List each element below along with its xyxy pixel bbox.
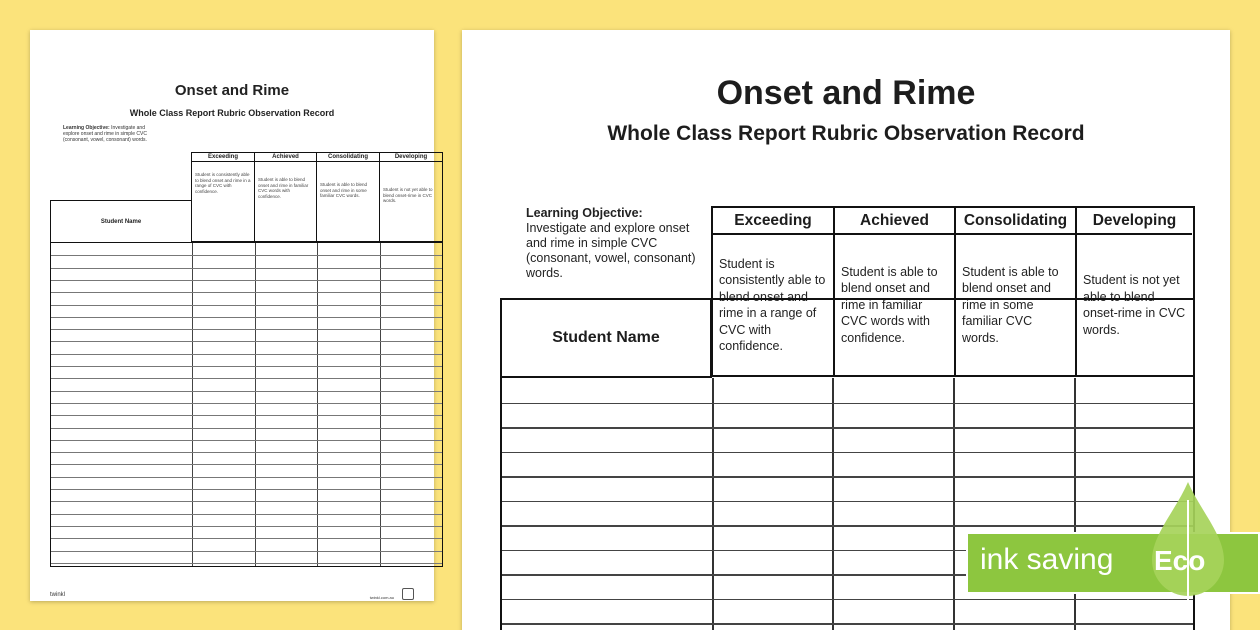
thumbnail-row-line bbox=[51, 538, 442, 539]
thumbnail-student-rows bbox=[50, 242, 443, 567]
thumbnail-level-consolidating: Consolidating bbox=[316, 152, 380, 242]
page-subtitle: Whole Class Report Rubric Observation Record bbox=[607, 122, 1085, 145]
thumbnail-subtitle: Whole Class Report Rubric Observation Record bbox=[129, 108, 335, 118]
thumbnail-desc-achieved: Student is able to blend onset and rime in familiar CVC words with confidence. bbox=[258, 177, 309, 199]
thumbnail-row-line bbox=[51, 514, 442, 515]
level-name: Achieved bbox=[835, 208, 954, 235]
objective-label: Learning Objective: bbox=[526, 206, 643, 220]
thumbnail-objective: Learning Objective: Investigate and explore onset and rime in simple CVC (consonant, vowel, consonant) words. bbox=[63, 125, 147, 143]
thumbnail-desc-consolidating: Student is able to blend onset and rime in some familiar CVC words. bbox=[320, 182, 368, 198]
table-row-line bbox=[502, 427, 1193, 429]
thumbnail-logo: twinkl bbox=[50, 592, 66, 598]
level-description: Student is able to blend onset and rime in familiar CVC words with confidence. bbox=[841, 264, 938, 345]
thumbnail-desc-exceeding: Student is consistently able to blend onset and rime in a range of CVC with confidence. bbox=[195, 172, 251, 194]
eco-label: Eco bbox=[1154, 545, 1206, 576]
thumbnail-page[interactable] bbox=[30, 30, 434, 601]
thumbnail-level-exceeding: Exceeding bbox=[191, 152, 255, 242]
thumbnail-rubric-grid bbox=[50, 122, 433, 567]
thumbnail-row-line bbox=[51, 354, 442, 355]
student-name-header: Student Name bbox=[502, 300, 712, 378]
thumbnail-row-line bbox=[51, 403, 442, 404]
thumbnail-row-line bbox=[51, 305, 442, 306]
thumbnail-row-line bbox=[51, 292, 442, 293]
thumbnail-row-line bbox=[51, 428, 442, 429]
page-title: Onset and Rime bbox=[716, 74, 976, 112]
thumbnail-row-line bbox=[51, 268, 442, 269]
thumbnail-row-line bbox=[51, 391, 442, 392]
thumbnail-level-developing: Developing bbox=[379, 152, 443, 242]
thumbnail-row-line bbox=[51, 341, 442, 342]
table-row-line bbox=[502, 623, 1193, 625]
level-name: Developing bbox=[1077, 208, 1192, 235]
thumbnail-student-name-header: Student Name bbox=[50, 200, 192, 243]
thumbnail-row-line bbox=[51, 440, 442, 441]
objective-text: Investigate and explore onset and rime in simple CVC (consonant, vowel, consonant) words. bbox=[526, 221, 696, 280]
level-name: Exceeding bbox=[713, 208, 833, 235]
crest-icon bbox=[402, 588, 414, 600]
thumbnail-row-line bbox=[51, 280, 442, 281]
column-divider bbox=[832, 378, 834, 630]
thumbnail-row-line bbox=[51, 526, 442, 527]
thumbnail-footer-text: twinkl.com.au bbox=[369, 595, 394, 600]
thumbnail-row-line bbox=[51, 317, 442, 318]
level-description: Student is able to blend onset and rime in some familiar CVC words. bbox=[962, 264, 1059, 345]
thumbnail-row-line bbox=[51, 255, 442, 256]
thumbnail-row-line bbox=[51, 452, 442, 453]
table-row-line bbox=[502, 476, 1193, 478]
thumbnail-row-line bbox=[51, 501, 442, 502]
column-divider bbox=[712, 378, 714, 630]
thumbnail-row-line bbox=[51, 551, 442, 552]
column-divider bbox=[953, 378, 955, 630]
thumbnail-row-line bbox=[51, 464, 442, 465]
ink-saving-badge bbox=[966, 480, 1260, 620]
table-row-line bbox=[502, 403, 1193, 405]
thumbnail-row-line bbox=[51, 366, 442, 367]
table-row-line bbox=[502, 452, 1193, 454]
thumbnail-row-line bbox=[51, 489, 442, 490]
thumbnail-title: Onset and Rime bbox=[174, 82, 290, 99]
thumbnail-row-line bbox=[51, 563, 442, 564]
thumbnail-row-line bbox=[51, 415, 442, 416]
thumbnail-desc-developing: Student is not yet able to blend onset-rime in CVC words. bbox=[383, 187, 433, 203]
thumbnail-level-achieved: Achieved bbox=[254, 152, 317, 242]
learning-objective bbox=[526, 206, 706, 281]
level-description: Student is not yet able to blend onset-rime in CVC words. bbox=[1083, 273, 1186, 337]
thumbnail-row-line bbox=[51, 477, 442, 478]
level-name: Consolidating bbox=[956, 208, 1075, 235]
level-description: Student is consistently able to blend onset and rime in a range of CVC with confidence. bbox=[719, 256, 826, 353]
thumbnail-row-line bbox=[51, 329, 442, 330]
thumbnail-row-line bbox=[51, 378, 442, 379]
ink-saving-label: ink saving bbox=[980, 543, 1114, 576]
